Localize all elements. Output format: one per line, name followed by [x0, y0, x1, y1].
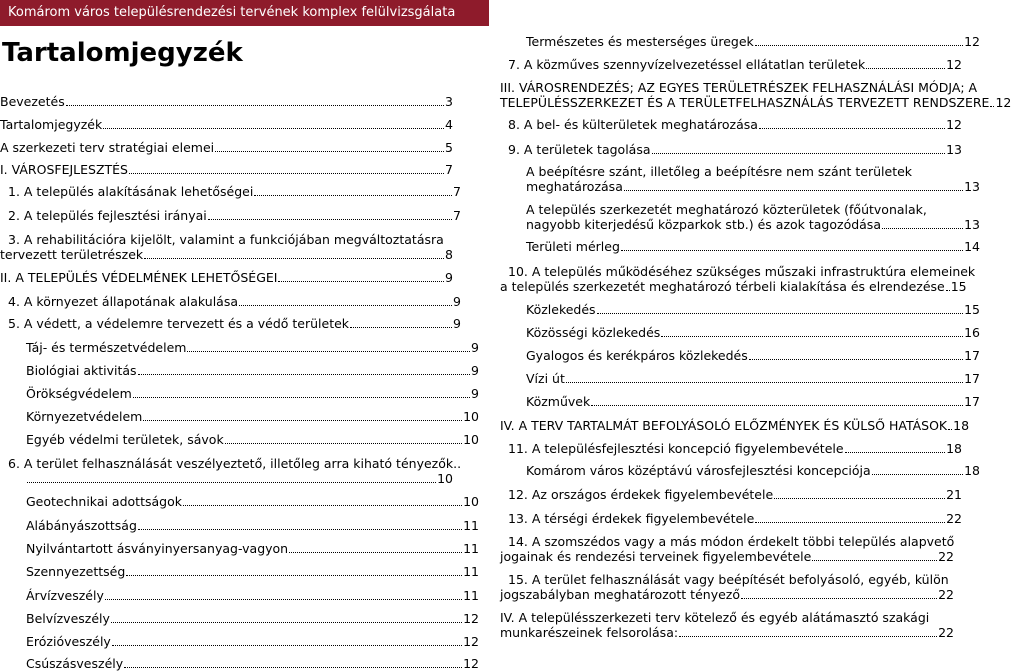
dot-leader [990, 106, 994, 107]
page-number: 7 [453, 184, 461, 199]
toc-entry-title: 9. A területek tagolása [508, 142, 651, 157]
toc-entry-title-line: 14. A szomszédos vagy a más módon érdekelt többi település alapvető [508, 534, 955, 549]
page-number: 22 [938, 587, 954, 602]
toc-entry[interactable] [0, 117, 453, 132]
toc-subentry[interactable] [0, 564, 479, 579]
toc-entry-title: Közlekedés [526, 302, 596, 317]
toc-entry-title: Belvízveszély [26, 611, 110, 626]
page-number: 12 [964, 34, 980, 49]
toc-section[interactable] [500, 80, 1011, 110]
page-number: 12 [463, 611, 479, 626]
toc-entry[interactable] [0, 208, 461, 223]
toc-subentry[interactable] [500, 34, 980, 49]
dot-leader [133, 397, 470, 398]
toc-entry[interactable] [500, 264, 976, 294]
toc-subentry[interactable] [0, 611, 479, 626]
toc-entry-title: Alábányászottság [26, 518, 137, 533]
toc-entry-title: 13. A térségi érdekek figyelembevétele [508, 511, 755, 526]
toc-section[interactable] [500, 418, 970, 433]
page-number: 3 [445, 94, 453, 109]
toc-entry-title-line: A település szerkezetét meghatározó közterületek (főútvonalak, [526, 202, 927, 217]
toc-entry[interactable] [0, 140, 453, 155]
page-number: 9 [471, 386, 479, 401]
page-number: 11 [463, 541, 479, 556]
page-number: 12 [995, 95, 1011, 110]
toc-entry-title: Csúszásveszély [26, 656, 124, 671]
toc-entry-title-line: 6. A terület felhasználását veszélyeztető, illetőleg arra kiható tényezők.. [8, 456, 462, 471]
dot-leader [138, 374, 471, 375]
header-title: Komárom város településrendezési tervének komplex felülvizsgálata [8, 5, 456, 20]
toc-entry[interactable] [500, 534, 954, 564]
page-number: 13 [964, 179, 980, 194]
toc-subentry[interactable] [0, 386, 479, 401]
toc-section[interactable] [0, 270, 453, 285]
dot-leader [350, 327, 452, 328]
dot-leader [866, 68, 945, 69]
toc-entry[interactable] [500, 57, 962, 72]
page-number: 9 [453, 316, 461, 331]
dot-leader [946, 290, 950, 291]
dot-leader [759, 128, 945, 129]
toc-entry-title: Nyilvántartott ásványinyersanyag-vagyon [26, 541, 289, 556]
dot-leader [749, 359, 963, 360]
toc-subentry[interactable] [0, 634, 479, 649]
page-number: 10 [463, 432, 479, 447]
toc-subentry[interactable] [0, 656, 479, 671]
toc-subentry[interactable] [500, 371, 980, 386]
page-number: 22 [938, 625, 954, 640]
dot-leader [741, 598, 937, 599]
page-title: Tartalomjegyzék [2, 38, 243, 68]
page-number: 8 [445, 247, 453, 262]
page-number: 12 [463, 656, 479, 671]
toc-subentry[interactable] [500, 394, 980, 409]
toc-entry-title: Komárom város középtávú városfejlesztési koncepciója [526, 463, 871, 478]
toc-entry-title: Tartalomjegyzék [0, 117, 103, 132]
dot-leader [112, 645, 462, 646]
toc-entry-title: I. VÁROSFEJLESZTÉS [0, 162, 128, 177]
toc-subentry[interactable] [0, 494, 479, 509]
toc-entry-title: Geotechnikai adottságok [26, 494, 182, 509]
toc-subentry[interactable] [500, 239, 980, 254]
page-number: 4 [445, 117, 453, 132]
dot-leader [755, 522, 945, 523]
dot-leader [254, 195, 452, 196]
page-number: 22 [946, 511, 962, 526]
dot-leader [103, 128, 444, 129]
dot-leader [948, 429, 952, 430]
toc-entry-title: Környezetvédelem [26, 409, 143, 424]
toc-entry-title-line: 3. A rehabilitációra kijelölt, valamint a funkciójában megváltoztatásra [8, 232, 444, 247]
dot-leader [208, 219, 452, 220]
page-number: 17 [964, 394, 980, 409]
dot-leader [239, 305, 452, 306]
page-number: 12 [463, 634, 479, 649]
toc-subentry[interactable] [0, 541, 479, 556]
toc-entry-title: Erózióveszély [26, 634, 111, 649]
page-number: 18 [964, 463, 980, 478]
toc-entry-title-line: 10. A település működéséhez szükséges műszaki infrastruktúra elemeinek [508, 264, 976, 279]
toc-entry[interactable] [0, 316, 461, 331]
toc-entry[interactable] [500, 511, 962, 526]
toc-entry-title: 8. A bel- és külterületek meghatározása [508, 117, 758, 132]
dot-leader [225, 443, 462, 444]
toc-entry-title: 5. A védett, a védelemre tervezett és a védő területek [8, 316, 350, 331]
document-header [0, 0, 489, 26]
toc-subentry[interactable] [500, 202, 980, 232]
toc-subentry[interactable] [0, 409, 479, 424]
toc-entry-title: Természetes és mesterséges üregek [526, 34, 754, 49]
page-number: 9 [471, 363, 479, 378]
page-number: 7 [453, 208, 461, 223]
page-number: 21 [946, 487, 962, 502]
dot-leader [215, 151, 444, 152]
toc-entry[interactable] [500, 117, 962, 132]
dot-leader [872, 474, 963, 475]
toc-entry-title: Egyéb védelmi területek, sávok [26, 432, 224, 447]
toc-subentry[interactable] [500, 302, 980, 317]
toc-entry[interactable] [500, 487, 962, 502]
toc-entry[interactable] [0, 184, 461, 199]
toc-subentry[interactable] [0, 432, 479, 447]
dot-leader [183, 505, 462, 506]
toc-entry-title: II. A TELEPÜLÉS VÉDELMÉNEK LEHETŐSÉGEI [0, 270, 278, 285]
toc-subentry[interactable] [500, 463, 980, 478]
page-number: 10 [437, 471, 453, 486]
dot-leader [144, 258, 444, 259]
page-number: 9 [445, 270, 453, 285]
toc-entry-title: Árvízveszély [26, 588, 104, 603]
page-number: 13 [946, 142, 962, 157]
toc-entry-title-line: 15. A terület felhasználását vagy beépítését befolyásoló, egyéb, külön [508, 572, 949, 587]
toc-entry-title: munkarészeinek felsorolása: [500, 625, 679, 640]
toc-subentry[interactable] [0, 518, 479, 533]
page-number: 15 [950, 279, 967, 294]
dot-leader [591, 405, 963, 406]
dot-leader [289, 552, 462, 553]
toc-section[interactable] [0, 162, 453, 177]
dot-leader [845, 452, 946, 453]
toc-subentry[interactable] [500, 348, 980, 363]
toc-entry[interactable] [0, 456, 462, 486]
toc-entry-title: Táj- és természetvédelem [26, 340, 187, 355]
toc-entry-title: 11. A településfejlesztési koncepció figyelembevétele [508, 441, 844, 456]
dot-leader [143, 420, 462, 421]
toc-entry-title: Vízi út [526, 371, 565, 386]
toc-subentry[interactable] [0, 363, 479, 378]
toc-entry-title: A szerkezeti terv stratégiai elemei [0, 140, 215, 155]
toc-entry-title: 7. A közműves szennyvízelvezetéssel ellátatlan területek [508, 57, 866, 72]
page-number: 15 [964, 302, 980, 317]
page-number: 12 [946, 117, 962, 132]
dot-leader [661, 336, 963, 337]
dot-leader [126, 575, 462, 576]
dot-leader [27, 482, 436, 483]
page-number: 12 [946, 57, 962, 72]
toc-entry-title: 4. A környezet állapotának alakulása [8, 294, 238, 309]
dot-leader [679, 636, 937, 637]
toc-section[interactable] [500, 610, 954, 640]
page-number: 11 [463, 564, 479, 579]
page-number: 22 [938, 549, 954, 564]
dot-leader [621, 250, 963, 251]
toc-entry-title: IV. A TERV TARTALMÁT BEFOLYÁSOLÓ ELŐZMÉNYEK ÉS KÜLSŐ HATÁSOK [500, 418, 948, 433]
toc-entry-title: 2. A település fejlesztési irányai [8, 208, 207, 223]
dot-leader [129, 173, 444, 174]
toc-entry-title: jogainak és rendezési terveinek figyelembevétele [500, 549, 812, 564]
dot-leader [755, 45, 963, 46]
toc-entry-title: meghatározása [526, 179, 623, 194]
page-number: 17 [964, 371, 980, 386]
dot-leader [66, 105, 444, 106]
toc-entry-title: tervezett területrészek [0, 247, 144, 262]
toc-entry-title: Szennyezettség [26, 564, 126, 579]
toc-entry-title-line: IV. A településszerkezeti terv kötelező és egyéb alátámasztó szakági [500, 610, 930, 625]
page-number: 17 [964, 348, 980, 363]
dot-leader [138, 529, 462, 530]
toc-entry-title: Gyalogos és kerékpáros közlekedés [526, 348, 748, 363]
toc-entry-title: Területi mérleg [526, 239, 620, 254]
dot-leader [882, 228, 963, 229]
toc-entry-title: Közművek [526, 394, 591, 409]
toc-entry-title: Biológiai aktivitás [26, 363, 137, 378]
toc-subentry[interactable] [0, 588, 479, 603]
dot-leader [105, 599, 462, 600]
toc-subentry[interactable] [500, 164, 980, 194]
toc-entry[interactable] [500, 572, 954, 602]
toc-entry[interactable] [500, 441, 962, 456]
toc-entry-title: jogszabályban meghatározott tényező [500, 587, 740, 602]
page-number: 7 [445, 162, 453, 177]
page-number: 11 [463, 518, 479, 533]
toc-subentry[interactable] [0, 340, 479, 355]
dot-leader [624, 190, 963, 191]
toc-entry-title-line: III. VÁROSRENDEZÉS; AZ EGYES TERÜLETRÉSZEK FELHASZNÁLÁSI MÓDJA; A [500, 80, 978, 95]
toc-entry-title: Örökségvédelem [26, 386, 132, 401]
toc-entry[interactable] [0, 294, 461, 309]
dot-leader [774, 498, 945, 499]
dot-leader [812, 560, 937, 561]
toc-entry-title: nagyobb kiterjedésű közparkok stb.) és azok tagozódása [526, 217, 881, 232]
page-number: 9 [471, 340, 479, 355]
page-number: 10 [463, 409, 479, 424]
page-number: 5 [445, 140, 453, 155]
toc-entry-title: TELEPÜLÉSSZERKEZET ÉS A TERÜLETFELHASZNÁLÁS TERVEZETT RENDSZERE [500, 95, 990, 110]
page-number: 10 [463, 494, 479, 509]
toc-entry-title: a település szerkezetét meghatározó térbeli kialakítása és elrendezése [500, 279, 945, 294]
dot-leader [124, 667, 462, 668]
dot-leader [187, 351, 470, 352]
toc-entry-title: Közösségi közlekedés [526, 325, 661, 340]
page-number: 18 [946, 441, 962, 456]
toc-subentry[interactable] [500, 325, 980, 340]
toc-entry-title-line: A beépítésre szánt, illetőleg a beépítésre nem szánt területek [526, 164, 913, 179]
dot-leader [278, 281, 444, 282]
page-number: 16 [964, 325, 980, 340]
toc-entry[interactable] [0, 94, 453, 109]
page-number: 9 [453, 294, 461, 309]
toc-entry-title: 12. Az országos érdekek figyelembevétele [508, 487, 774, 502]
page-number: 18 [953, 418, 970, 433]
toc-entry[interactable] [0, 232, 453, 262]
dot-leader [597, 313, 964, 314]
dot-leader [652, 153, 946, 154]
dot-leader [111, 622, 462, 623]
toc-entry-title: 1. A település alakításának lehetőségei [8, 184, 254, 199]
toc-entry-title: Bevezetés [0, 94, 65, 109]
toc-entry[interactable] [500, 142, 962, 157]
page-number: 14 [964, 239, 980, 254]
page-number: 11 [463, 588, 479, 603]
page-number: 13 [964, 217, 980, 232]
dot-leader [566, 382, 963, 383]
